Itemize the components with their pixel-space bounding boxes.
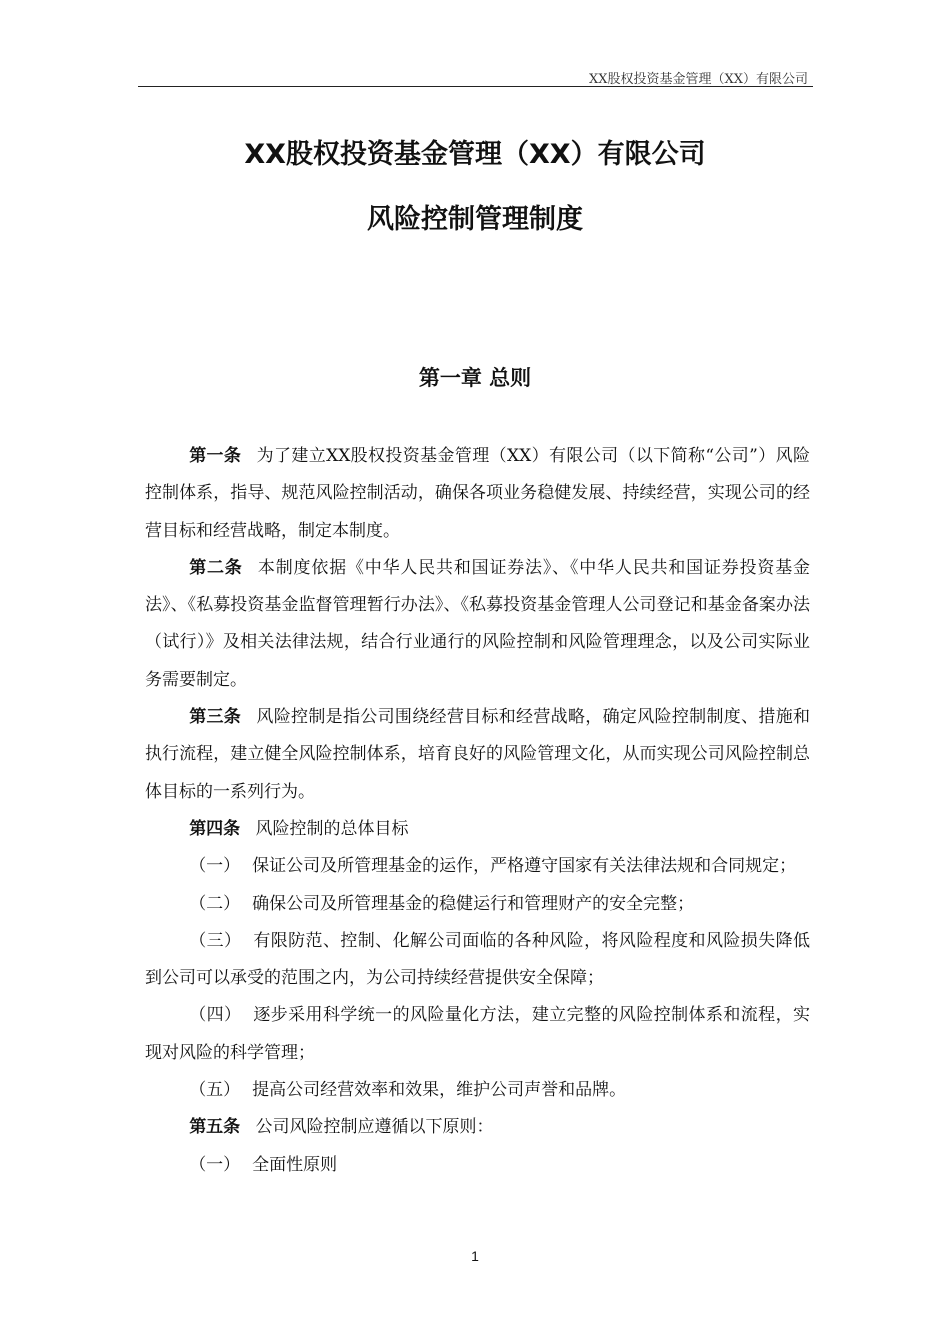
- article-1: [145, 438, 810, 550]
- article-4: [145, 811, 810, 848]
- article-label: 第一条: [189, 446, 242, 466]
- article-text: 本制度依据《中华人民共和国证券法》、《中华人民共和国证券投资基金法》、《私募投资基金监督管理暂行办法》、《私募投资基金管理人公司登记和基金备案办法（试行）》及相关法律法规，结合行业通行的风险控制和风险管理理念，以及公司实际业务需要制定。: [145, 557, 811, 690]
- article-2: [145, 550, 810, 699]
- chapter-heading: 第一章 总则: [418, 366, 532, 390]
- goal-label: （一）: [189, 856, 241, 877]
- article-text: 风险控制是指公司围绕经营目标和经营战略，确定风险控制制度、措施和执行流程，建立健全风险控制体系，培育良好的风险管理文化，从而实现公司风险控制总体目标的一系列行为。: [145, 707, 811, 802]
- header-rule: [138, 86, 813, 87]
- goal-text: 逐步采用科学统一的风险量化方法，建立完整的风险控制体系和流程，实现对风险的科学管理；: [145, 1005, 811, 1063]
- goal-item: [145, 1072, 810, 1109]
- article-label: 第二条: [189, 557, 243, 578]
- article-label: 第三条: [189, 707, 242, 728]
- document-subtitle: 风险控制管理制度: [367, 204, 583, 235]
- goal-item: [145, 923, 810, 998]
- goal-label: （四）: [189, 1005, 242, 1026]
- goal-item: [145, 848, 810, 885]
- article-3: [145, 699, 810, 811]
- goal-text: 保证公司及所管理基金的运作，严格遵守国家有关法律法规和合同规定；: [252, 856, 797, 877]
- article-5: [145, 1109, 810, 1146]
- page-number: 1: [471, 1248, 479, 1264]
- goal-item: [145, 886, 810, 923]
- goal-label: （五）: [189, 1080, 241, 1101]
- running-header: XX股权投资基金管理（XX）有限公司: [588, 72, 808, 87]
- article-text: 公司风险控制应遵循以下原则：: [255, 1117, 494, 1138]
- goal-label: （二）: [189, 893, 241, 914]
- article-label: 第五条: [189, 1117, 241, 1138]
- goal-text: 确保公司及所管理基金的稳健运行和管理财产的安全完整；: [252, 893, 695, 914]
- principle-item: [145, 1147, 810, 1184]
- article-text: 为了建立XX股权投资基金管理（XX）有限公司（以下简称“公司”）风险控制体系，指导、规范风险控制活动，确保各项业务稳健发展、持续经营，实现公司的经营目标和经营战略，制定本制度。: [145, 446, 810, 541]
- goal-text: 提高公司经营效率和效果，维护公司声誉和品牌。: [252, 1080, 627, 1101]
- goal-text: 有限防范、控制、化解公司面临的各种风险，将风险程度和风险损失降低到公司可以承受的范围之内，为公司持续经营提供安全保障；: [145, 930, 811, 989]
- goal-item: [145, 997, 810, 1072]
- article-label: 第四条: [189, 818, 241, 839]
- principle-label: （一）: [189, 1154, 241, 1175]
- goal-label: （三）: [189, 930, 242, 951]
- document-title: XX股权投资基金管理（XX）有限公司: [244, 139, 706, 170]
- principle-text: 全面性原则: [252, 1154, 338, 1175]
- document-body: [145, 438, 810, 1184]
- article-text: 风险控制的总体目标: [255, 818, 409, 839]
